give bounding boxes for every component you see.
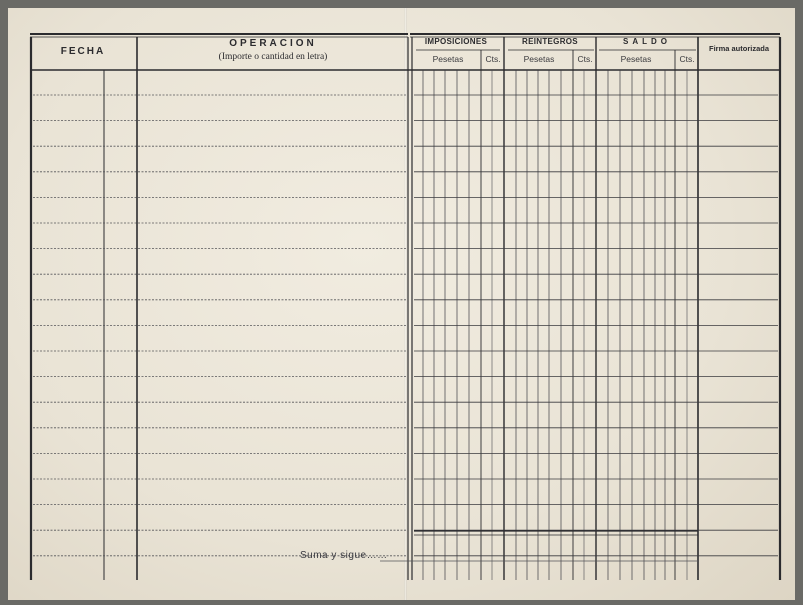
subheader-saldo-pesetas: Pesetas xyxy=(620,54,652,64)
header-saldo: SALDO xyxy=(623,37,671,46)
header-fecha: FECHA xyxy=(60,46,106,57)
header-imposiciones: IMPOSICIONES xyxy=(424,37,488,46)
suma-y-sigue-label: Suma y sigue…… xyxy=(300,550,388,561)
subheader-reintegros-cts: Cts. xyxy=(577,54,593,64)
header-firma-autorizada: Firma autorizada xyxy=(708,44,769,53)
subheader-imposiciones-cts: Cts. xyxy=(485,54,501,64)
header-reintegros: REINTEGROS xyxy=(522,37,578,46)
header-operacion-subtitle: (Importe o cantidad en letra) xyxy=(218,52,328,62)
subheader-reintegros-pesetas: Pesetas xyxy=(523,54,555,64)
subheader-saldo-cts: Cts. xyxy=(679,54,695,64)
header-operacion: OPERACION xyxy=(229,38,317,49)
subheader-imposiciones-pesetas: Pesetas xyxy=(432,54,464,64)
